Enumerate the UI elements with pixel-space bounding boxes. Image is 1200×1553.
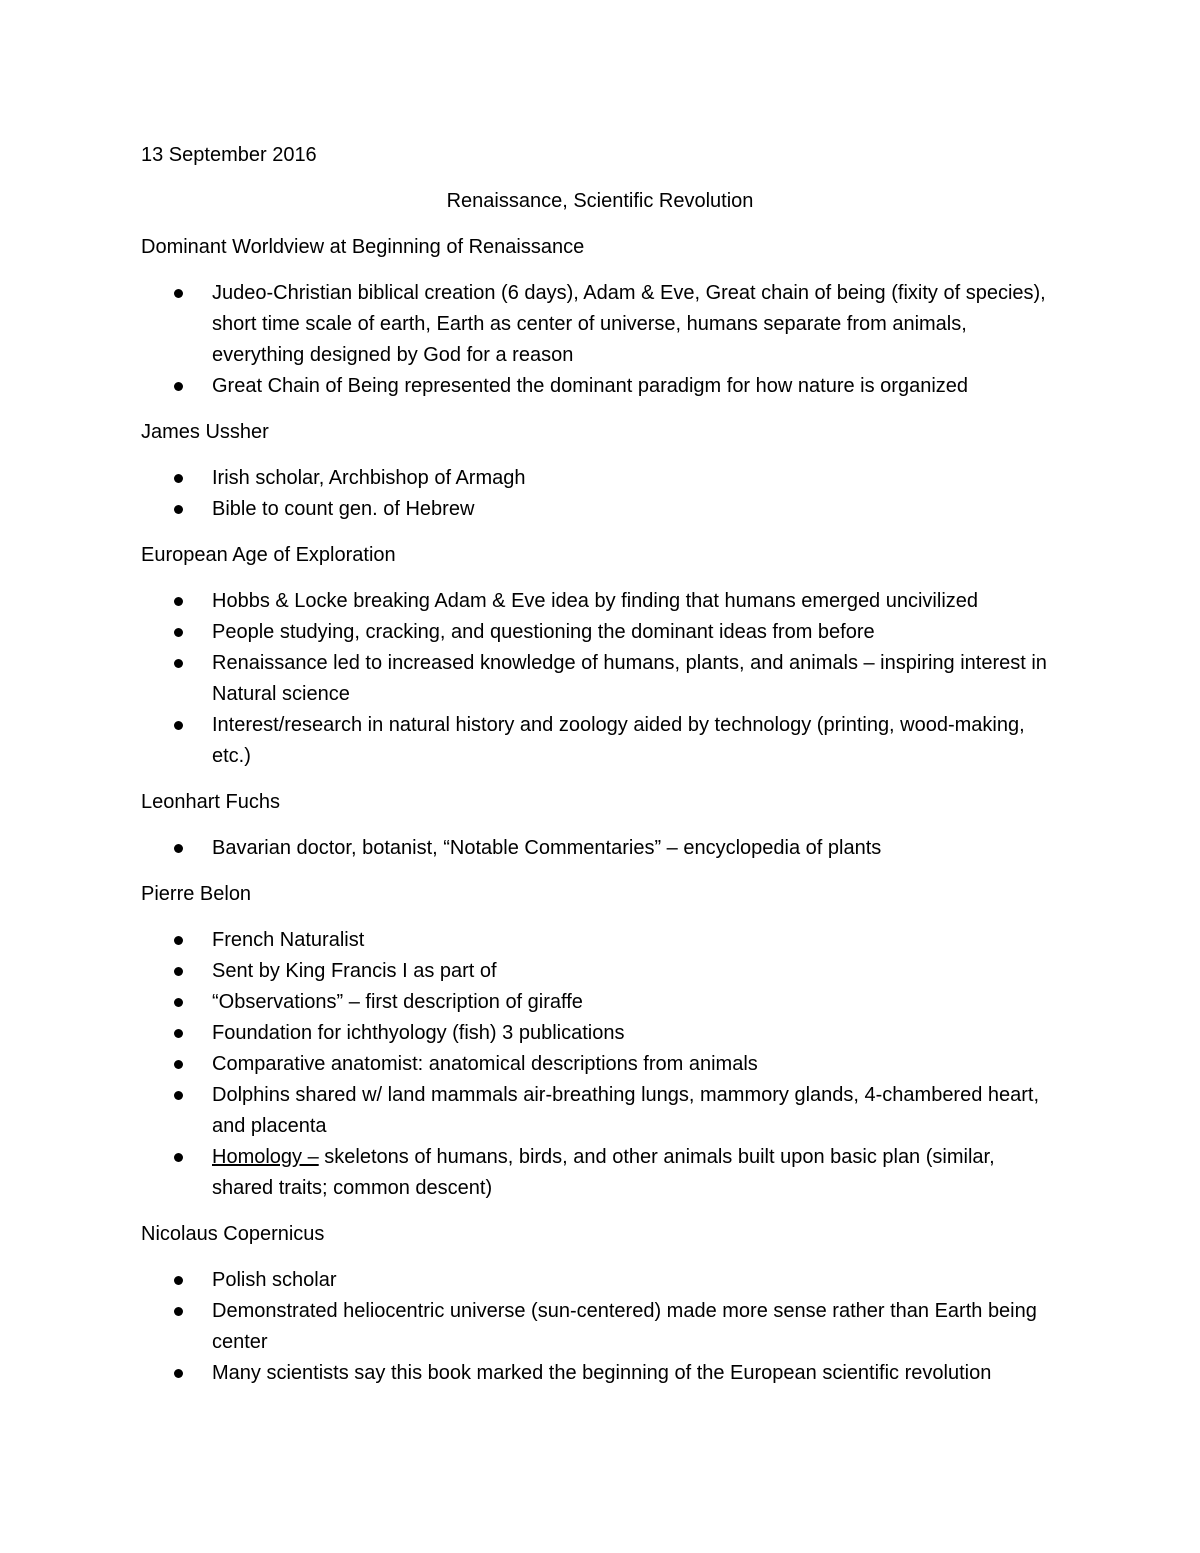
section-heading-dominant-worldview: Dominant Worldview at Beginning of Renaissance	[141, 236, 585, 258]
bullet-icon	[174, 844, 183, 853]
list-item-text: Many scientists say this book marked the beginning of the European scientific revolution	[212, 1362, 992, 1384]
list-item	[141, 925, 1061, 956]
list-item	[141, 833, 1061, 864]
list-item	[141, 463, 1061, 494]
bullet-icon	[174, 1369, 183, 1378]
list-item	[141, 371, 1061, 402]
bullet-icon	[174, 289, 183, 298]
list-item-text: Renaissance led to increased knowledge of humans, plants, and animals – inspiring interest in Natural science	[212, 652, 1047, 705]
bullet-icon	[174, 382, 183, 391]
section-heading-nicolaus-copernicus: Nicolaus Copernicus	[141, 1223, 325, 1245]
list-item	[141, 1265, 1061, 1296]
list-item-text: Comparative anatomist: anatomical descriptions from animals	[212, 1053, 758, 1075]
list-item-text: Irish scholar, Archbishop of Armagh	[212, 467, 526, 489]
bullet-list-nicolaus-copernicus	[141, 1265, 1061, 1389]
bullet-icon	[174, 721, 183, 730]
list-item	[141, 494, 1061, 525]
bullet-list-leonhart-fuchs	[141, 833, 1061, 864]
list-item-text: Great Chain of Being represented the dominant paradigm for how nature is organized	[212, 375, 969, 397]
list-item	[141, 617, 1061, 648]
bullet-icon	[174, 998, 183, 1007]
bullet-icon	[174, 1307, 183, 1316]
list-item-text: Hobbs & Locke breaking Adam & Eve idea by finding that humans emerged uncivilized	[212, 590, 979, 612]
section-heading-european-age-of-exploration: European Age of Exploration	[141, 544, 396, 566]
list-item-text: Dolphins shared w/ land mammals air-breathing lungs, mammory glands, 4-chambered heart, and placenta	[212, 1084, 1040, 1137]
list-item	[141, 1296, 1061, 1358]
section-heading-leonhart-fuchs: Leonhart Fuchs	[141, 791, 280, 813]
list-item-text: Interest/research in natural history and zoology aided by technology (printing, wood-making, etc.)	[212, 714, 1025, 767]
homology-term: Homology –	[212, 1146, 319, 1168]
bullet-icon	[174, 628, 183, 637]
bullet-list-dominant-worldview	[141, 278, 1061, 402]
document-title: Renaissance, Scientific Revolution	[446, 190, 754, 212]
bullet-icon	[174, 1153, 183, 1162]
list-item	[141, 1080, 1061, 1142]
bullet-list-pierre-belon	[141, 925, 1061, 1204]
section-heading-pierre-belon: Pierre Belon	[141, 883, 252, 905]
bullet-icon	[174, 936, 183, 945]
list-item-text: Judeo-Christian biblical creation (6 days), Adam & Eve, Great chain of being (fixity of species), short time scale of earth, Earth as center of universe, humans separate from animals, everything designed by God for a reason	[212, 282, 1046, 366]
list-item	[141, 648, 1061, 710]
document-date: 13 September 2016	[141, 144, 317, 166]
bullet-icon	[174, 1276, 183, 1285]
list-item-text: Demonstrated heliocentric universe (sun-centered) made more sense rather than Earth being center	[212, 1300, 1037, 1353]
list-item	[141, 1358, 1061, 1389]
list-item-text: Bavarian doctor, botanist, “Notable Commentaries” – encyclopedia of plants	[212, 837, 882, 859]
list-item-homology	[141, 1142, 1061, 1204]
list-item	[141, 987, 1061, 1018]
list-item-text: Polish scholar	[212, 1269, 337, 1291]
list-item	[141, 278, 1061, 371]
list-item-text: Sent by King Francis I as part of	[212, 960, 497, 982]
list-item-text: “Observations” – first description of giraffe	[212, 991, 583, 1013]
list-item-text: People studying, cracking, and questioning the dominant ideas from before	[212, 621, 875, 643]
list-item	[141, 710, 1061, 772]
bullet-icon	[174, 1060, 183, 1069]
list-item-text: Foundation for ichthyology (fish) 3 publications	[212, 1022, 625, 1044]
list-item	[141, 1018, 1061, 1049]
bullet-list-james-ussher	[141, 463, 1061, 525]
section-heading-james-ussher: James Ussher	[141, 421, 269, 443]
list-item-text: Bible to count gen. of Hebrew	[212, 498, 475, 520]
list-item	[141, 956, 1061, 987]
bullet-icon	[174, 967, 183, 976]
bullet-icon	[174, 1029, 183, 1038]
list-item-text: French Naturalist	[212, 929, 365, 951]
bullet-icon	[174, 505, 183, 514]
homology-text: skeletons of humans, birds, and other animals built upon basic plan (similar, shared traits; common descent)	[212, 1146, 995, 1199]
document-content	[141, 140, 1061, 1404]
bullet-icon	[174, 1091, 183, 1100]
list-item	[141, 586, 1061, 617]
bullet-icon	[174, 474, 183, 483]
bullet-icon	[174, 659, 183, 668]
bullet-list-european-age-of-exploration	[141, 586, 1061, 772]
list-item	[141, 1049, 1061, 1080]
bullet-icon	[174, 597, 183, 606]
